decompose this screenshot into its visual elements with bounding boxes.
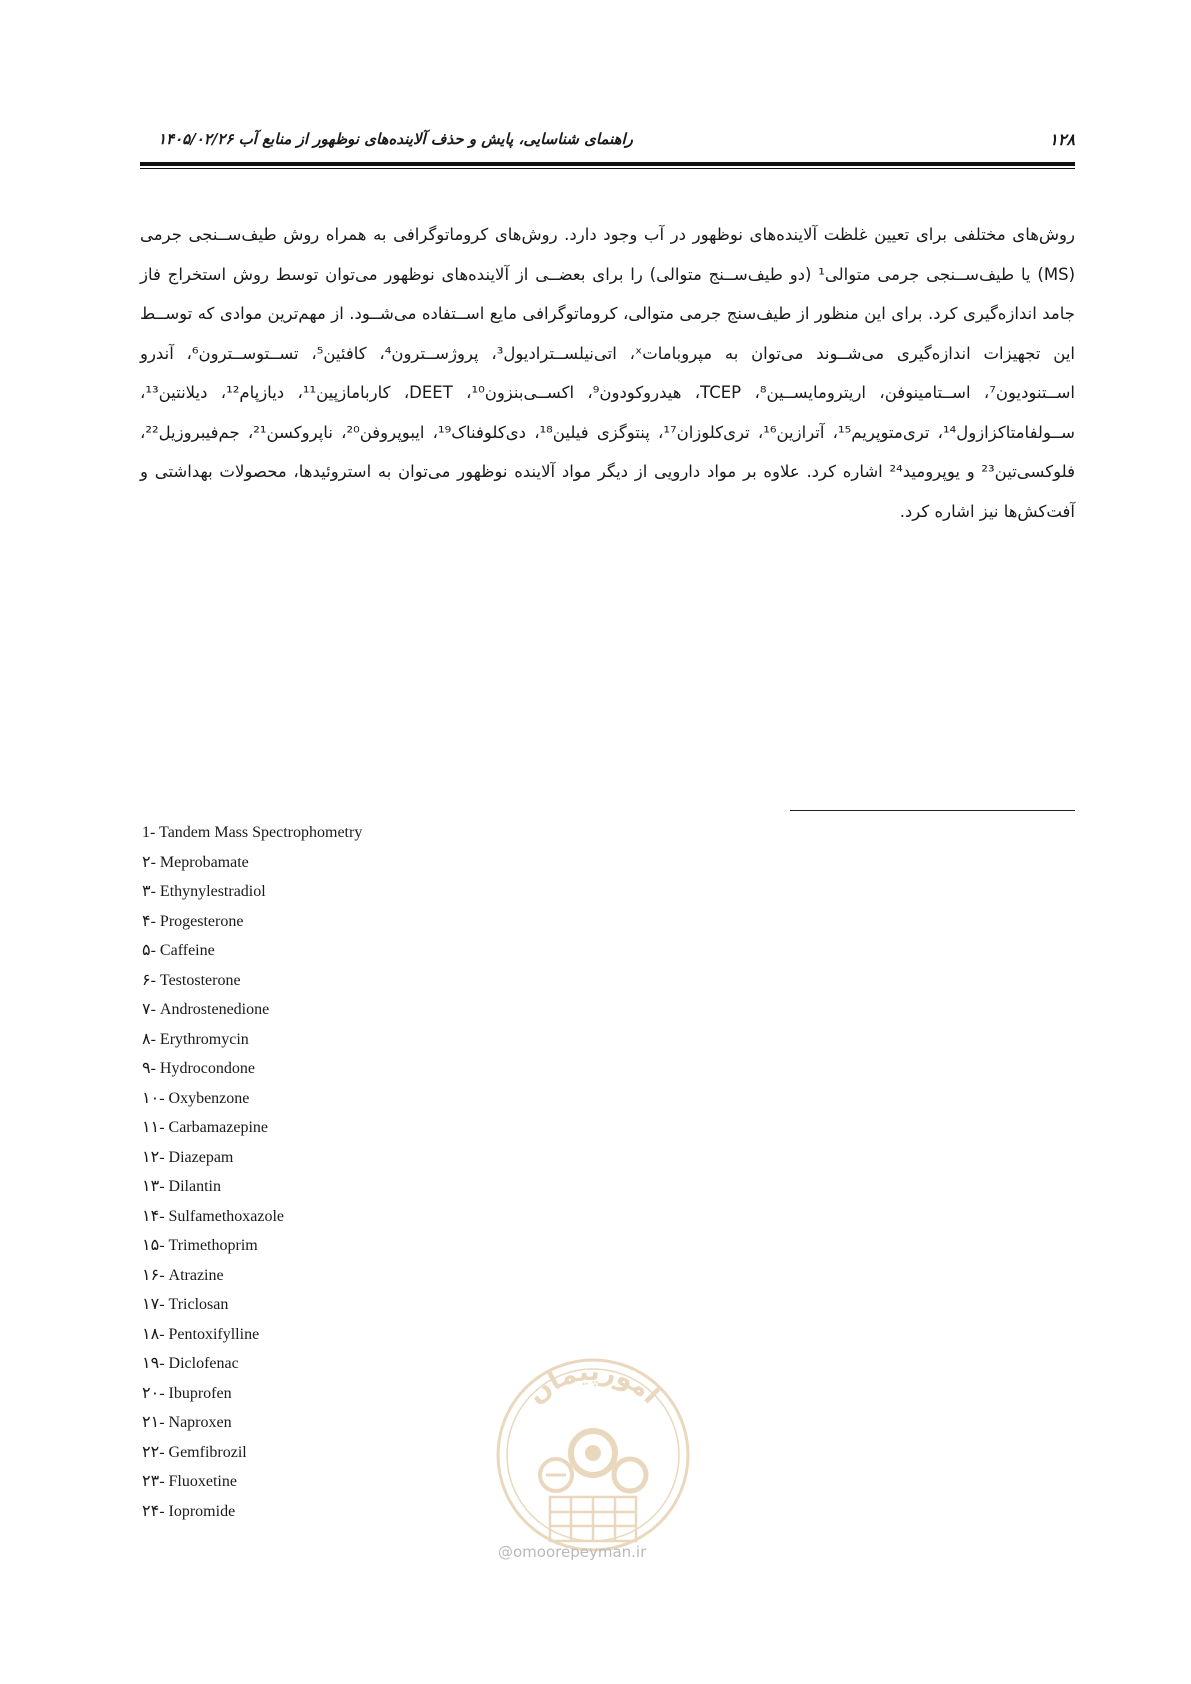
running-header	[140, 130, 633, 148]
footnote-item: ۲- Meprobamate	[142, 853, 249, 871]
footnote-item: ۷- Androstenedione	[142, 1001, 270, 1018]
header-rule-thin	[140, 168, 1075, 169]
page-header	[140, 130, 1075, 156]
footnote-item: ۲۲- Gemfibrozil	[142, 1443, 247, 1461]
at-icon: @	[498, 1543, 513, 1561]
footnote-separator	[790, 810, 1075, 811]
footnote-item: ۱۷- Triclosan	[142, 1296, 229, 1313]
footnote-item: ۱۸- Pentoxifylline	[142, 1325, 260, 1343]
footnote-item: ۸- Erythromycin	[142, 1030, 249, 1048]
footnote-item: ۱۴- Sulfamethoxazole	[142, 1207, 285, 1225]
footnote-item: ۱۳- Dilantin	[142, 1178, 221, 1195]
footnote-item: 1- Tandem Mass Spectrophometry	[142, 824, 363, 841]
footnote-item: ۳- Ethynylestradiol	[142, 883, 266, 900]
footnote-item: ۵- Caffeine	[142, 942, 215, 959]
footnote-item: ۹- Hydrocondone	[142, 1060, 256, 1077]
footnote-item: ۲۴- Iopromide	[142, 1502, 236, 1520]
footnote-item: ۲۳- Fluoxetine	[142, 1473, 237, 1490]
running-header-date: ۱۴۰۵/۰۲/۲۶	[158, 130, 234, 148]
watermark-logo-text: امورپیمان	[521, 1356, 666, 1410]
footnote-item: ۱۲- Diazepam	[142, 1148, 234, 1166]
body-paragraph: روش‌های مختلفی برای تعیین غلظت آلاینده‌های نوظهور در آب وجود دارد. روش‌های کروماتوگرافی به همراه روش طیف‌ســنجی جرمی (MS) یا طیف‌ســنجی جرمی متوالی¹ (دو طیف‌ســنج متوالی) را برای بعضــی از آلاینده‌های نوظهور می‌توان توسط روش استخراج فاز جامد اندازه‌گیری کرد. برای این منظور از طیف‌سنج جرمی متوالی، کروماتوگرافی مایع اســتفاده می‌شــود. از مهم‌ترین موادی که توســط این تجهیزات اندازه‌گیری می‌شــوند می‌توان به مپروباماتˣ، اتی‌نیلســترادیول³، پروژســترون⁴، کافئین⁵، تســتوســترون⁶، آندرو اســتنودیون⁷، اســتامینوفن، اریترومایســین⁸، TCEP، هیدروکودون⁹، اکســی‌بنزون¹⁰، DEET، کاربامازپین¹¹، دیازپام¹²، دیلانتین¹³، ســولفامتاکزازول¹⁴، تری‌متوپریم¹⁵، آترازین¹⁶، تری‌کلوزان¹⁷، پنتوگزی فیلین¹⁸، دی‌کلوفناک¹⁹، ایبوپروفن²⁰، ناپروکسن²¹، جم‌فیبروزیل²²، فلوکسی‌تین²³ و یوپرومید²⁴ اشاره کرد. علاوه بر مواد دارویی از دیگر مواد آلاینده نوظهور می‌توان به استروئیدها، محصولات بهداشتی و آفت‌کش‌ها نیز اشاره کرد.	[140, 225, 1076, 521]
watermark-grid	[550, 1497, 636, 1541]
footnote-item: ۲۰- Ibuprofen	[142, 1384, 232, 1402]
watermark-url-text: omoorepeyman.ir	[513, 1543, 647, 1561]
footnote-item: ۴- Progesterone	[142, 912, 244, 930]
watermark-url	[498, 1543, 646, 1561]
running-header-title: راهنمای شناسایی، پایش و حذف آلاینده‌های نوظهور از منابع آب	[238, 130, 633, 148]
footnote-item: ۱۱- Carbamazepine	[142, 1119, 269, 1136]
footnote-item: ۶- Testosterone	[142, 971, 241, 989]
footnote-item: ۱۵- Trimethoprim	[142, 1237, 258, 1254]
footnote-item: ۱۰- Oxybenzone	[142, 1089, 250, 1107]
watermark-logo	[488, 1335, 698, 1575]
footnote-item: ۱۶- Atrazine	[142, 1266, 224, 1284]
gear-hub	[585, 1445, 601, 1461]
header-rule-thick	[140, 162, 1075, 166]
page-number: ۱۲۸	[1049, 130, 1075, 149]
gear-icon-right	[614, 1459, 646, 1491]
footnote-item: ۲۱- Naproxen	[142, 1414, 232, 1431]
footnote-item: ۱۹- Diclofenac	[142, 1355, 239, 1372]
